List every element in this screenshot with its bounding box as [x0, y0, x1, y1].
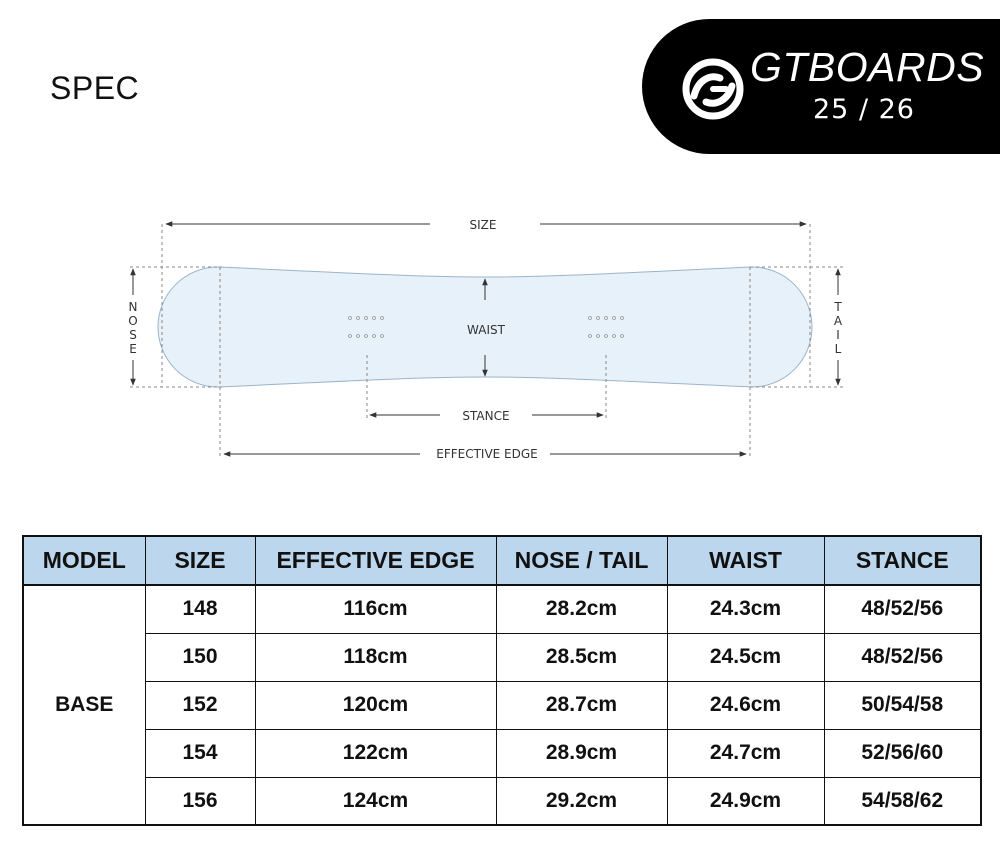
stance-cell: 52/56/60	[824, 729, 981, 777]
size-cell: 148	[145, 585, 255, 633]
effective-edge-cell: 124cm	[255, 777, 496, 825]
waist-label: WAIST	[467, 323, 505, 337]
waist-cell: 24.9cm	[667, 777, 824, 825]
size-cell: 152	[145, 681, 255, 729]
tail-letter: A	[833, 314, 843, 328]
stance-cell: 50/54/58	[824, 681, 981, 729]
effective-edge-cell: 118cm	[255, 633, 496, 681]
waist-cell: 24.3cm	[667, 585, 824, 633]
nose-tail-cell: 28.5cm	[496, 633, 667, 681]
size-cell: 154	[145, 729, 255, 777]
table-row	[23, 729, 981, 777]
brand-season: 25 / 26	[813, 94, 915, 125]
board-dimension-diagram	[0, 200, 1000, 480]
nose-tail-cell: 28.2cm	[496, 585, 667, 633]
table-row	[23, 777, 981, 825]
header-model: MODEL	[23, 536, 145, 585]
size-cell: 156	[145, 777, 255, 825]
waist-cell: 24.7cm	[667, 729, 824, 777]
effective-edge-cell: 120cm	[255, 681, 496, 729]
spec-table	[22, 535, 982, 826]
model-cell: BASE	[23, 585, 145, 825]
nose-tail-cell: 29.2cm	[496, 777, 667, 825]
table-header-row	[23, 536, 981, 585]
tail-letter: T	[834, 300, 842, 314]
brand-logo-icon	[680, 56, 746, 122]
stance-cell: 48/52/56	[824, 633, 981, 681]
table-row	[23, 633, 981, 681]
nose-letter: N	[128, 300, 138, 314]
effective-edge-cell: 116cm	[255, 585, 496, 633]
stance-label: STANCE	[462, 409, 510, 423]
waist-cell: 24.6cm	[667, 681, 824, 729]
stance-cell: 54/58/62	[824, 777, 981, 825]
header-stance: STANCE	[824, 536, 981, 585]
header-size: SIZE	[145, 536, 255, 585]
waist-cell: 24.5cm	[667, 633, 824, 681]
nose-letter: S	[129, 328, 137, 342]
brand-name: GTBOARDS	[750, 44, 985, 90]
tail-letter: I	[836, 328, 840, 342]
nose-tail-cell: 28.9cm	[496, 729, 667, 777]
table-row	[23, 681, 981, 729]
size-cell: 150	[145, 633, 255, 681]
nose-letter: O	[128, 314, 138, 328]
size-label: SIZE	[469, 218, 497, 232]
effective-edge-cell: 122cm	[255, 729, 496, 777]
stance-cell: 48/52/56	[824, 585, 981, 633]
table-row	[23, 585, 981, 633]
header-nose-tail: NOSE / TAIL	[496, 536, 667, 585]
nose-letter: E	[129, 342, 137, 356]
tail-letter: L	[834, 342, 842, 356]
effective-edge-label: EFFECTIVE EDGE	[436, 447, 538, 461]
nose-tail-cell: 28.7cm	[496, 681, 667, 729]
page-title: SPEC	[50, 70, 140, 106]
header-effective-edge: EFFECTIVE EDGE	[255, 536, 496, 585]
header-waist: WAIST	[667, 536, 824, 585]
